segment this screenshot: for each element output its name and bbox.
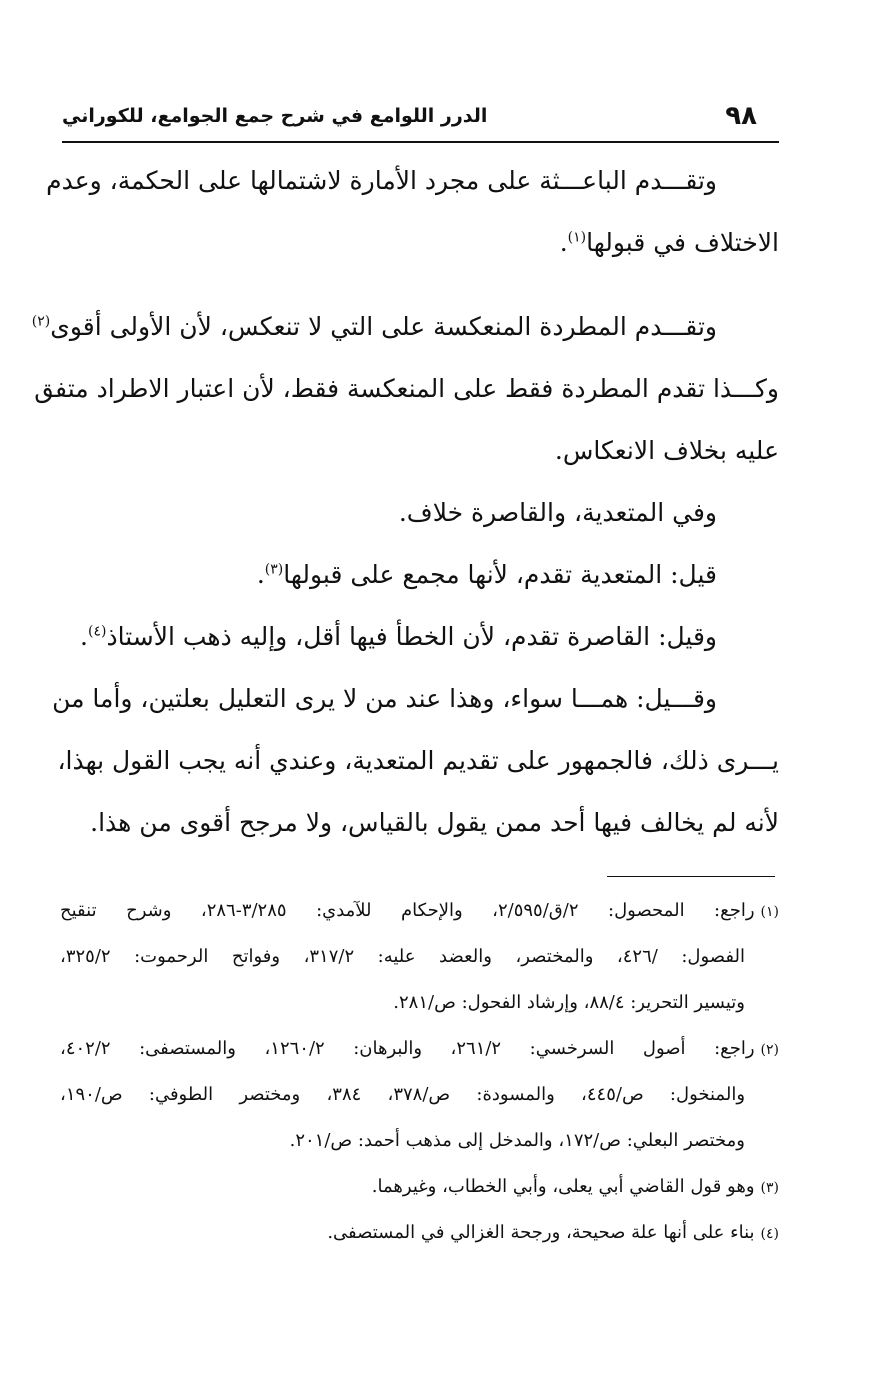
paragraph-6-line-2: يـــرى ذلك، فالجمهور على تقديم المتعدية، وعندي أنه يجب القول بهذا، — [57, 746, 779, 775]
footnote-4: (٤)بناء على أنها علة صحيحة، ورجحة الغزالي في المستصفى. — [327, 1222, 779, 1243]
footnotes — [60, 888, 779, 1256]
paragraph-2-line-3: عليه بخلاف الانعكاس. — [554, 436, 779, 465]
running-title: الدرر اللوامع في شرح جمع الجوامع، للكوراني — [62, 105, 488, 127]
footnote-1-line-3: وتيسير التحرير: ٨٨/٤، وإرشاد الفحول: ص/٢٨١. — [393, 992, 745, 1013]
paragraph-1-line-1: وتقـــدم الباعـــثة على مجرد الأمارة لاشتمالها على الحكمة، وعدم — [46, 166, 717, 195]
footnote-ref-3[interactable]: (٣) — [264, 561, 284, 578]
footnote-2-line-3: ومختصر البعلي: ص/١٧٢، والمدخل إلى مذهب أحمد: ص/٢٠١. — [289, 1130, 745, 1151]
paragraph-4: قيل: المتعدية تقدم، لأنها مجمع على قبولها$^{(٣)}$. — [256, 560, 717, 589]
paragraph-1-line-2: الاختلاف في قبولها$^{(١)}$. — [559, 228, 779, 257]
footnote-ref-1[interactable]: (١) — [567, 229, 587, 246]
paragraph-6-line-3: لأنه لم يخالف فيها أحد ممن يقول بالقياس، ولا مرجح أقوى من هذا. — [90, 808, 779, 837]
page-header — [62, 96, 757, 136]
footnote-ref-4[interactable]: (٤) — [87, 623, 107, 640]
paragraph-2-line-2: وكـــذا تقدم المطردة فقط على المنعكسة فقط، لأن اعتبار الاطراد متفق — [34, 374, 779, 403]
paragraph-5: وقيل: القاصرة تقدم، لأن الخطأ فيها أقل، وإليه ذهب الأستاذ$^{(٤)}$. — [80, 622, 717, 651]
footnote-separator — [607, 876, 775, 877]
paragraph-3: وفي المتعدية، والقاصرة خلاف. — [398, 498, 717, 527]
footnote-1: (١)راجع: المحصول: ٢/ق/٢/٥٩٥، والإحكام للآمدي: ٣/٢٨٥-٢٨٦، وشرح تنقيح — [60, 900, 779, 921]
footnote-3: (٣)وهو قول القاضي أبي يعلى، وأبي الخطاب، وغيرهما. — [371, 1176, 779, 1197]
main-text — [31, 150, 779, 854]
paragraph-6-line-1: وقـــيل: همـــا سواء، وهذا عند من لا يرى التعليل بعلتين، وأما من — [52, 684, 717, 713]
paragraph-2-line-1: وتقـــدم المطردة المنعكسة على التي لا تنعكس، لأن الأولى أقوى$^{(٢)}$ — [31, 312, 717, 341]
footnote-ref-2[interactable]: (٢) — [31, 313, 51, 330]
footnote-2: (٢)راجع: أصول السرخسي: ٢٦١/٢، والبرهان: ١٢٦٠/٢، والمستصفى: ٤٠٢/٢، — [60, 1038, 780, 1059]
header-rule — [62, 141, 779, 143]
footnote-1-line-2: الفصول: /٤٢٦، والمختصر، والعضد عليه: ٣١٧/٢، وفواتح الرحموت: ٣٢٥/٢، — [60, 946, 745, 967]
page-number: ٩٨ — [725, 101, 757, 131]
footnote-2-line-2: والمنخول: ص/٤٤٥، والمسودة: ص/٣٧٨، ٣٨٤، ومختصر الطوفي: ص/١٩٠، — [60, 1084, 746, 1105]
